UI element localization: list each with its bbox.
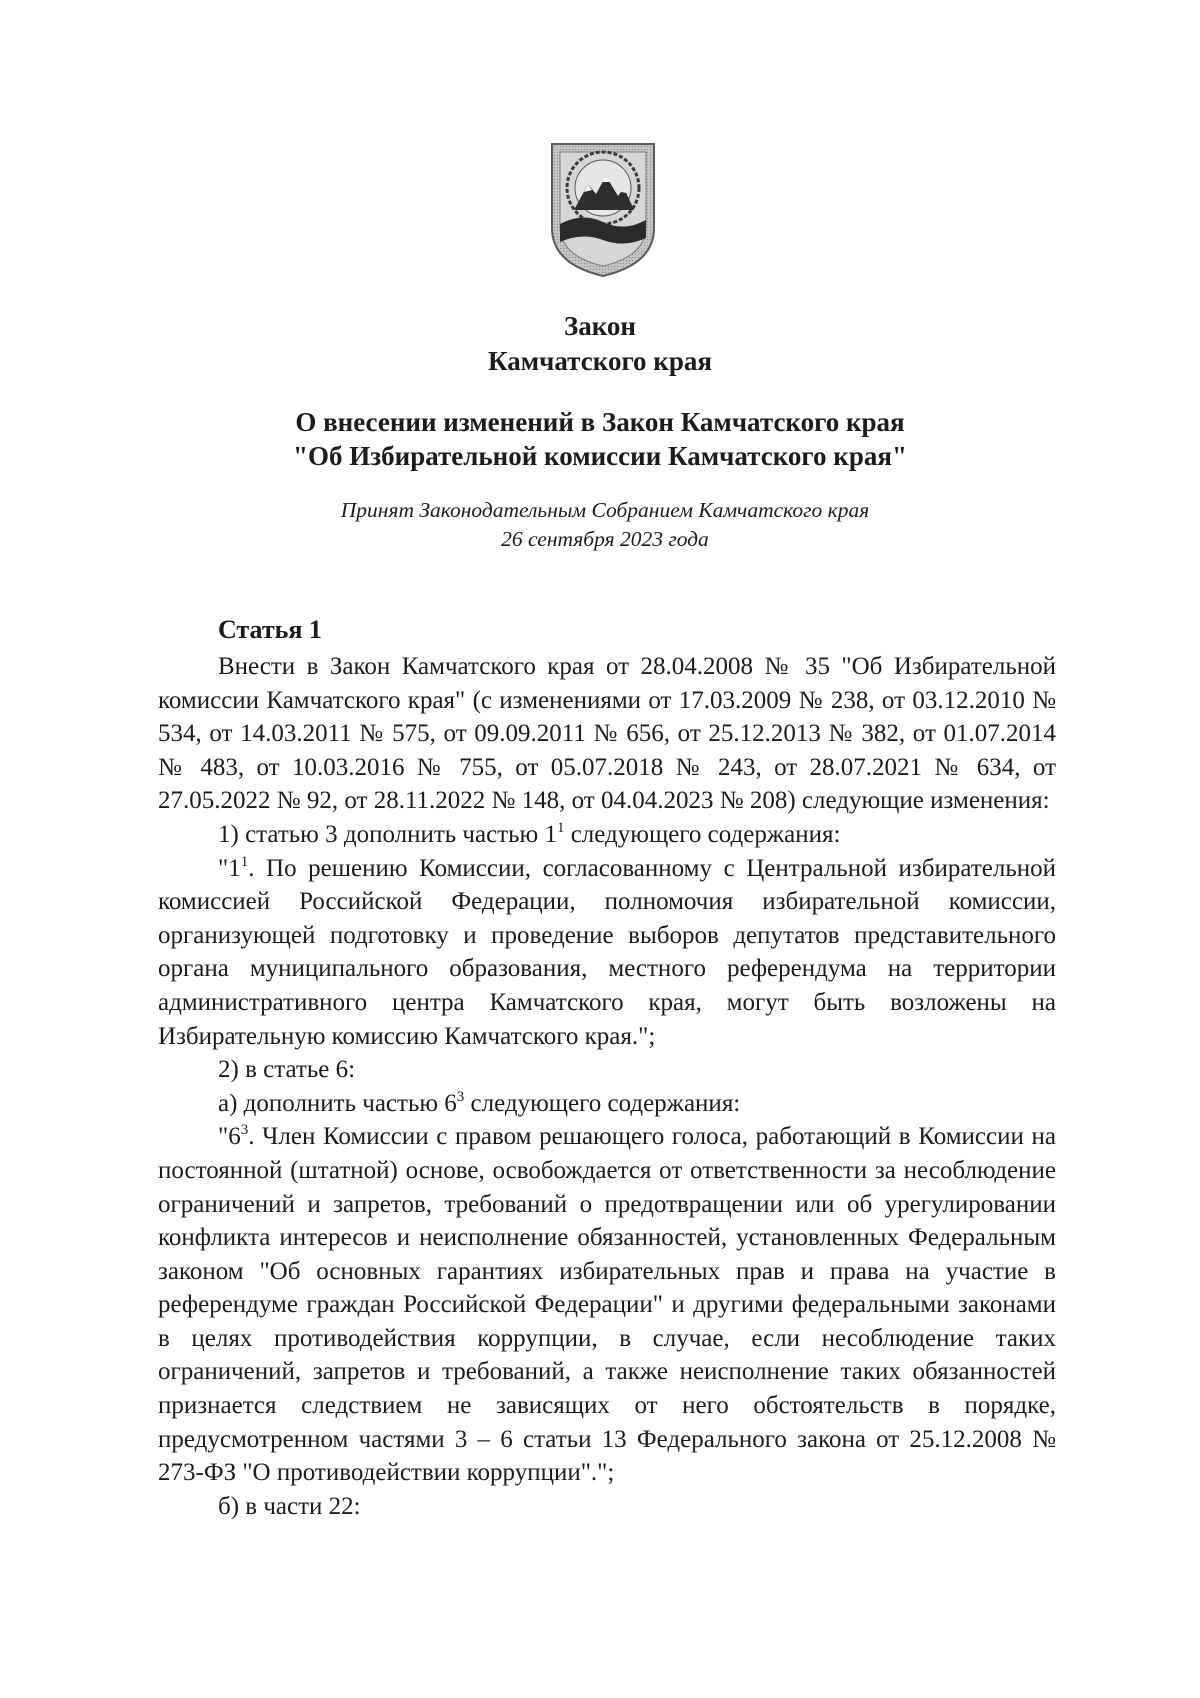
amendment-item-2b: б) в части 22: [218,1492,361,1520]
new-part-6-3: "$6^3$. Член Комиссии с правом решающего голоса, работающий в Комиссии на постоянной (штатной) основе, освобождается от ответственности за несоблюдение ограничений и запретов, требований о предотвращении или об урегулировании конфликта интересов и неисполнение обязанностей, установленных Федеральным законом "Об основных гарантиях избирательных прав и права на участие в референдуме граждан Российской Федерации" и другими федеральными законами в целях противодействия коррупции, в случае, если несоблюдение таких ограничений, запретов и требований, а также неисполнение таких обязанностей признается следствием не зависящих от него обстоятельств в порядке, предусмотренном частями 3 – 6 статьи 13 Федерального закона от 25.12.2008 № 273-ФЗ "О противодействии коррупции"."; [158,1122,1056,1487]
article-intro: Внести в Закон Камчатского края от 28.04.2008 № 35 "Об Избирательной комиссии Камчатского края" (с изменениями от 17.03.2009 № 238, от 03.12.2010 № 534, от 14.03.2011 № 575, от 09.09.2011 № 656, от 25.12.2013 № 382, от 01.07.2014 № 483, от 10.03.2016 № 755, от 05.07.2018 № 243, от 28.07.2021 № 634, от 27.05.2022 № 92, от 28.11.2022 № 148, от 04.04.2023 № 208) следующие изменения: [158,653,1056,815]
amendment-item-1: 1) статью 3 дополнить частью $1^1$ следующего содержания: [218,819,841,848]
adopted-by: Принят Законодательным Собранием Камчатского края [340,498,870,522]
amendment-item-2: 2) в статье 6: [218,1056,356,1084]
new-part-1-1: "$1^1$. По решению Комиссии, согласованному с Центральной избирательной комиссией Российской Федерации, полномочия избирательной комиссии, организующей подготовку и проведение выборов депутатов представительного органа муниципального образования, местного референдума на территории административного центра Камчатского края, могут быть возложены на Избирательную комиссию Камчатского края."; [158,853,1056,1050]
issuing-region: Камчатского края [488,346,712,376]
kamchatka-coat-of-arms-icon [548,140,658,280]
amendment-item-2a: а) дополнить частью $6^3$ следующего содержания: [218,1088,741,1117]
article-title: Статья 1 [218,615,322,644]
adopted-date: 26 сентября 2023 года [501,527,709,551]
article-body [158,650,1056,1523]
document-type: Закон [563,311,636,341]
law-title-line-1: О внесении изменений в Закон Камчатского края [295,407,905,437]
law-title-line-2: "Об Избирательной комиссии Камчатского края" [293,441,907,471]
